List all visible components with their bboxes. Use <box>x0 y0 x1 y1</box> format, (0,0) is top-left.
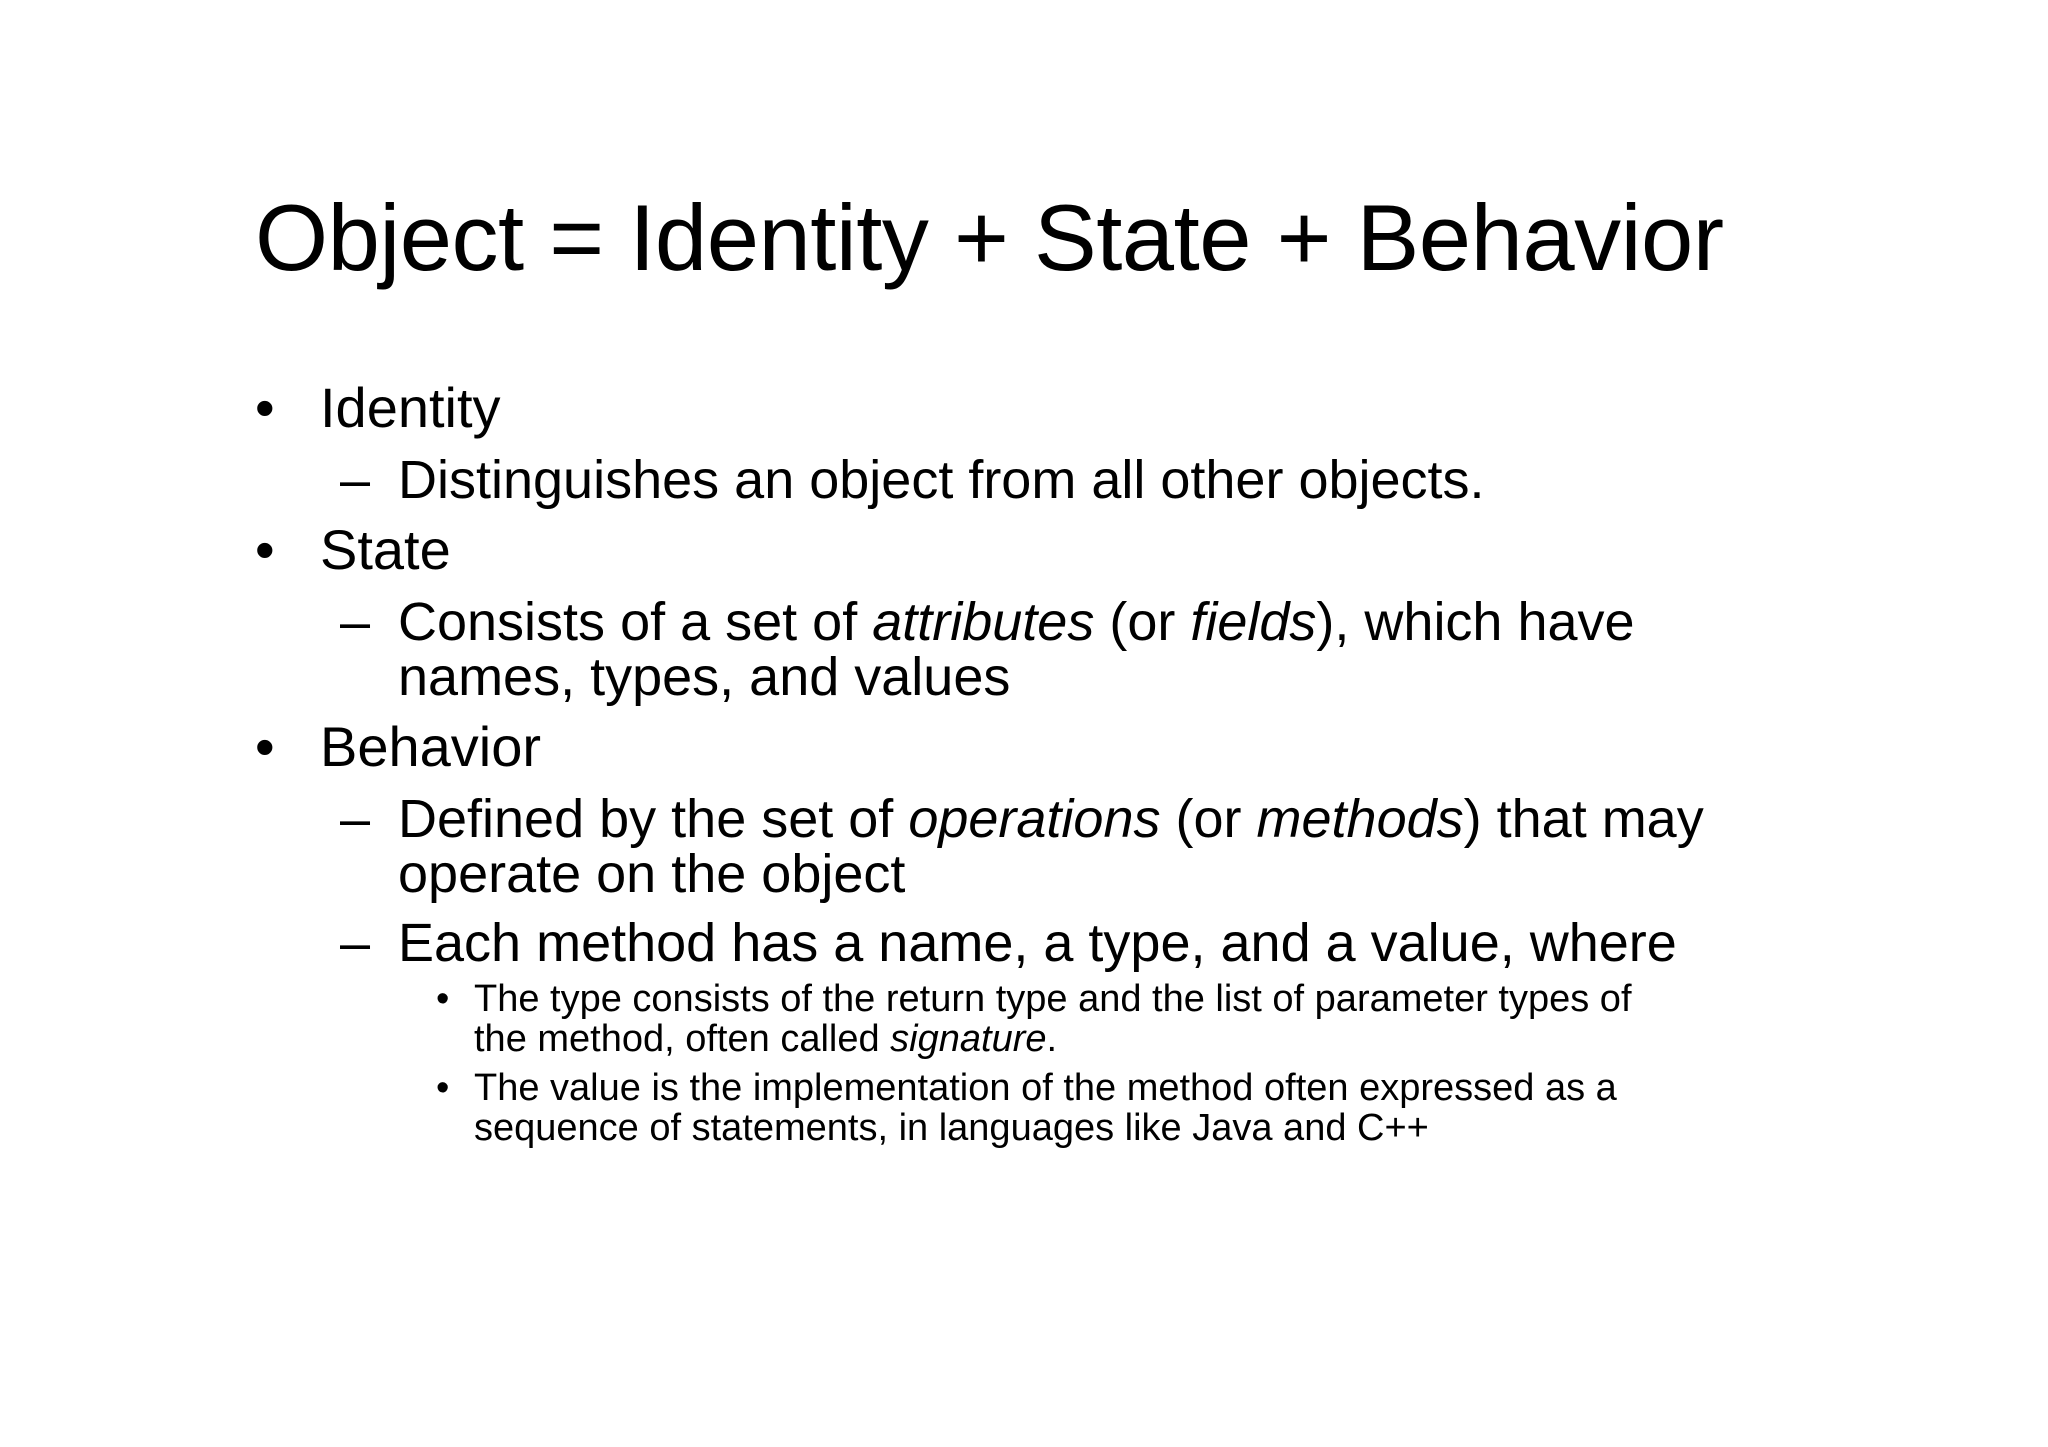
dash-icon: – <box>340 913 371 973</box>
sub-bullet-text-part: (or <box>1094 592 1191 652</box>
sub-bullet-behavior-1 <box>340 789 1704 849</box>
bullet-label: Identity <box>320 376 501 439</box>
emphasis-fields: fields <box>1190 592 1317 652</box>
bullet-identity <box>255 376 501 440</box>
sub-sub-bullet-text: sequence of statements, in languages like Java and C++ <box>474 1107 1429 1149</box>
dash-icon: – <box>340 450 371 510</box>
sub-bullet-state-1-continued <box>398 647 1011 707</box>
sub-sub-bullet-text-part: the method, often called <box>474 1018 891 1060</box>
sub-bullet-text: Each method has a name, a type, and a value, where <box>398 913 1677 973</box>
bullet-dot-icon: • <box>436 1067 450 1109</box>
emphasis-attributes: attributes <box>872 592 1095 652</box>
sub-bullet-text: names, types, and values <box>398 647 1011 707</box>
sub-bullet-text-part: Consists of a set of <box>398 592 873 652</box>
bullet-dot-icon: • <box>255 715 275 778</box>
emphasis-signature: signature <box>890 1018 1047 1060</box>
sub-bullet-behavior-2 <box>340 913 1677 973</box>
sub-sub-bullet-text: The value is the implementation of the method often expressed as a <box>474 1067 1617 1109</box>
sub-bullet-text-part: ), which have <box>1316 592 1635 652</box>
bullet-state <box>255 518 451 582</box>
sub-bullet-text-part: (or <box>1160 789 1257 849</box>
bullet-dot-icon: • <box>436 978 450 1020</box>
sub-sub-bullet-text-part: . <box>1046 1018 1058 1060</box>
sub-sub-bullet-type-continued <box>474 1019 1057 1059</box>
bullet-dot-icon: • <box>255 376 275 439</box>
sub-bullet-state-1 <box>340 592 1635 652</box>
bullet-behavior <box>255 715 542 779</box>
emphasis-methods: methods <box>1256 789 1464 849</box>
emphasis-operations: operations <box>908 789 1161 849</box>
bullet-dot-icon: • <box>255 518 275 581</box>
dash-icon: – <box>340 789 371 849</box>
bullet-label: Behavior <box>320 715 542 778</box>
sub-sub-bullet-value-continued <box>474 1108 1429 1148</box>
sub-bullet-text-part: ) that may <box>1463 789 1704 849</box>
sub-sub-bullet-text: The type consists of the return type and the list of parameter types of <box>474 978 1632 1020</box>
bullet-label: State <box>320 518 451 581</box>
sub-bullet-behavior-1-continued <box>398 844 906 904</box>
sub-bullet-identity-1 <box>340 450 1485 510</box>
sub-bullet-text: Distinguishes an object from all other objects. <box>398 450 1485 510</box>
sub-bullet-text: operate on the object <box>398 844 906 904</box>
sub-sub-bullet-type <box>436 978 1632 1020</box>
sub-sub-bullet-value <box>436 1067 1617 1109</box>
sub-bullet-text-part: Defined by the set of <box>398 789 909 849</box>
dash-icon: – <box>340 592 371 652</box>
slide-title: Object = Identity + State + Behavior <box>255 185 1724 290</box>
